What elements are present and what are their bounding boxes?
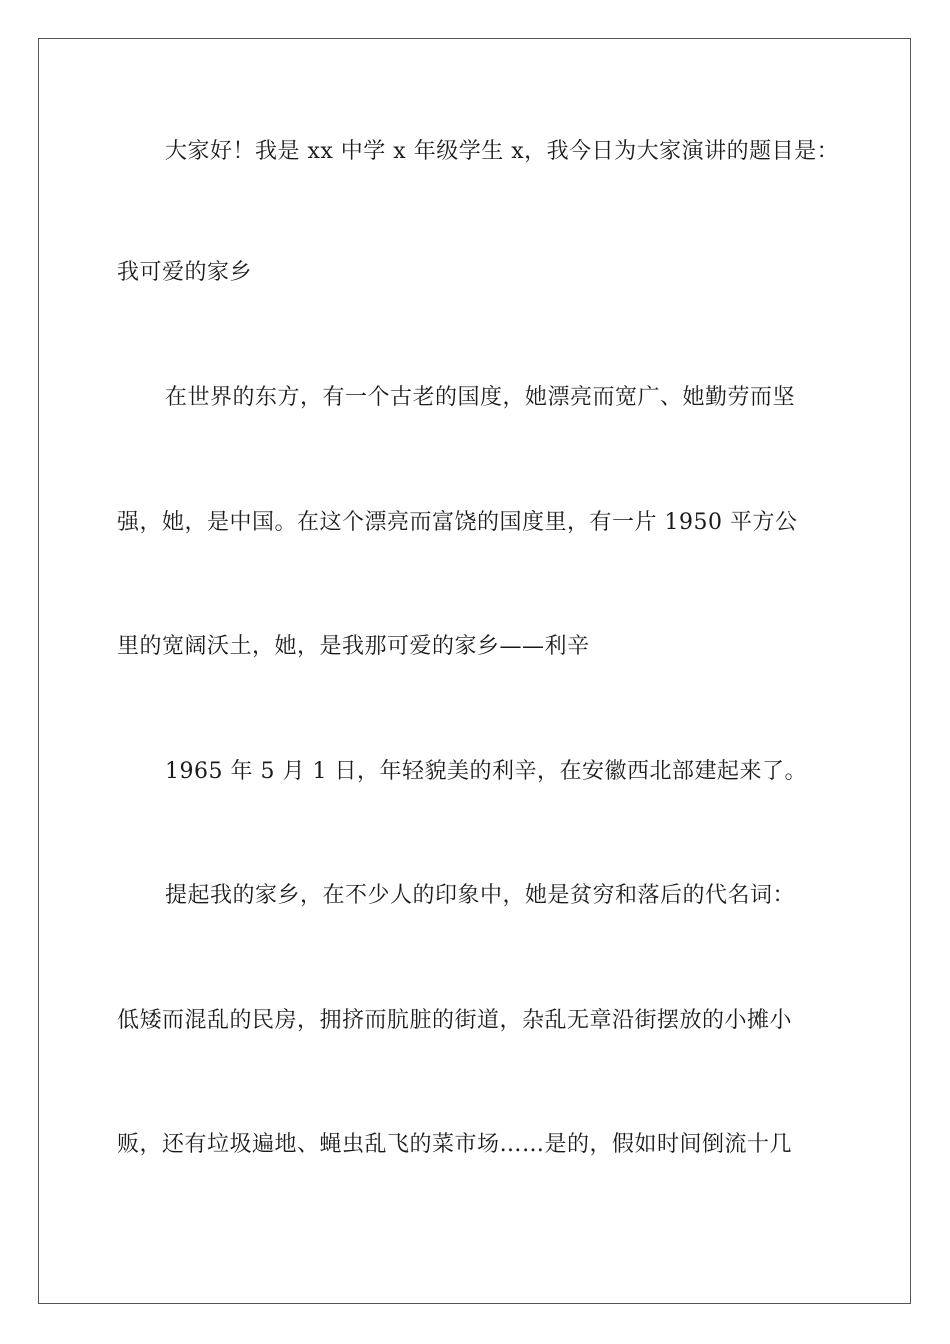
paragraph-line: 1965 年 5 月 1 日，年轻貌美的利辛，在安徽西北部建起来了。 — [165, 759, 807, 784]
paragraph-line: 大家好！我是 xx 中学 x 年级学生 x，我今日为大家演讲的题目是： — [165, 139, 840, 164]
paragraph-line: 我可爱的家乡 — [117, 260, 253, 285]
paragraph-line: 在世界的东方，有一个古老的国度，她漂亮而宽广、她勤劳而坚 — [165, 385, 796, 410]
page-border — [38, 38, 911, 1304]
paragraph-line: 里的宽阔沃土，她，是我那可爱的家乡——利辛 — [117, 634, 590, 659]
paragraph-line: 提起我的家乡，在不少人的印象中，她是贫穷和落后的代名词： — [165, 883, 796, 908]
paragraph-line: 低矮而混乱的民房，拥挤而肮脏的街道，杂乱无章沿街摆放的小摊小 — [117, 1008, 793, 1033]
paragraph-line: 贩，还有垃圾遍地、蝇虫乱飞的菜市场……是的，假如时间倒流十几 — [117, 1132, 793, 1157]
paragraph-line: 强，她，是中国。在这个漂亮而富饶的国度里，有一片 1950 平方公 — [117, 510, 798, 535]
